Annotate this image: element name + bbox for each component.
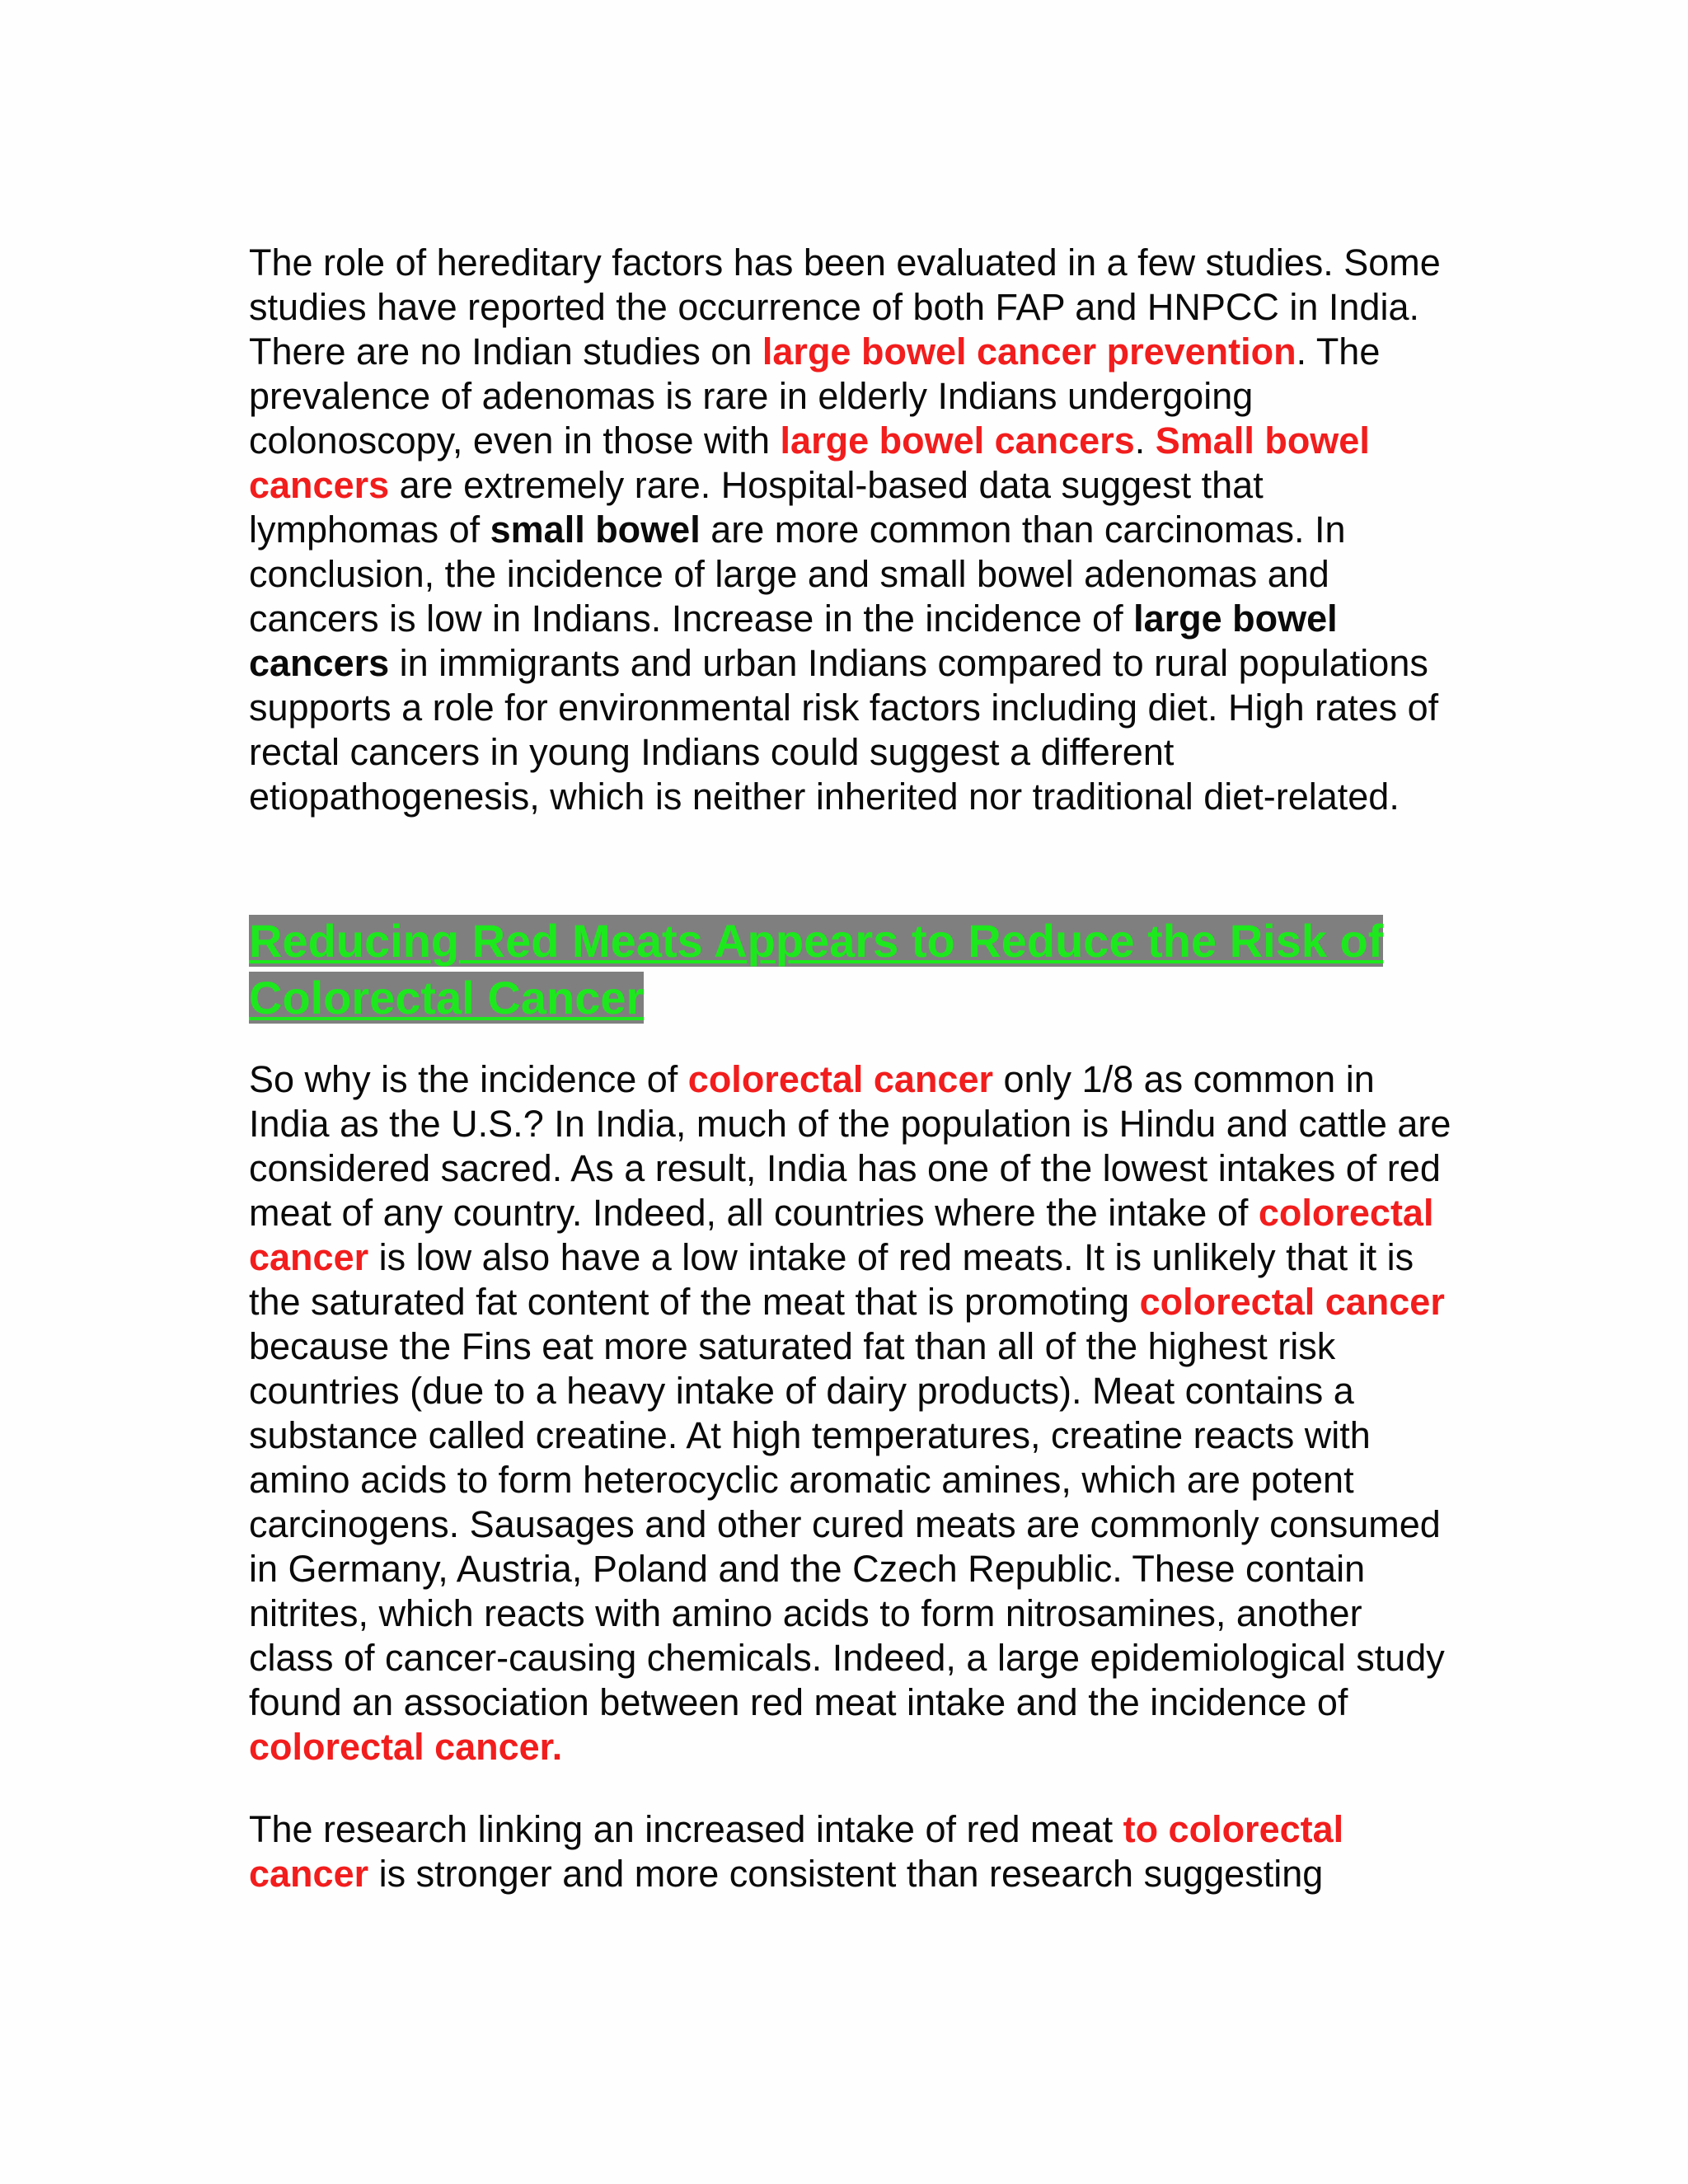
text-run: because the Fins eat more saturated fat than all of the highest risk countries (due to a heavy intake of dairy products). Meat contains a substance called creatine. At high temperatures, creatine reacts with amino acids to form heterocyclic aromatic amines, which are potent carcinogens. Sausages and other cured meats are commonly consumed in Germany, Austria, Poland and the Czech Republic. These contain nitrites, which reacts with amino acids to form nitrosamines, another class of cancer-causing chemicals. Indeed, a large epidemiological study found an association between red meat intake and the incidence of (249, 1325, 1445, 1723)
highlighted-term: colorectal cancer (687, 1058, 993, 1100)
highlighted-term: colorectal cancer (249, 1192, 1434, 1278)
text-run: The research linking an increased intake of red meat (249, 1808, 1123, 1850)
highlighted-term: large bowel cancer prevention (762, 330, 1296, 373)
highlighted-term: colorectal cancer (1139, 1281, 1445, 1323)
text-run: only 1/8 as common in India as the U.S.? In India, much of the population is Hindu and cattle are considered sacred. As a result, India has one of the lowest intakes of red meat of any country. Indeed, all countries where the intake of (249, 1058, 1451, 1234)
text-run: is low also have a low intake of red meats. It is unlikely that it is the saturated fat content of the meat that is promoting (249, 1236, 1414, 1323)
paragraph-hereditary-factors (249, 241, 1452, 819)
highlighted-term: large bowel cancers (780, 419, 1135, 462)
text-run: . (1134, 419, 1156, 462)
section-heading-text: Reducing Red Meats Appears to Reduce the Risk of Colorectal Cancer (249, 915, 1384, 1024)
paragraph-red-meat-india (249, 1057, 1452, 1769)
text-run: The role of hereditary factors has been evaluated in a few studies. Some studies have reported the occurrence of both FAP and HNPCC in India. There are no Indian studies on (249, 241, 1441, 373)
paragraph-research-linking (249, 1807, 1452, 1896)
text-run: is stronger and more consistent than research suggesting (368, 1853, 1324, 1895)
text-run: So why is the incidence of (249, 1058, 688, 1100)
text-run: are more common than carcinomas. In conclusion, the incidence of large and small bowel adenomas and cancers is low in Indians. Increase in the incidence of (249, 509, 1346, 640)
highlighted-term: Small bowel cancers (249, 419, 1370, 506)
highlighted-term: colorectal cancer. (249, 1726, 563, 1768)
text-run: are extremely rare. Hospital-based data suggest that lymphomas of (249, 464, 1264, 551)
text-run: . The prevalence of adenomas is rare in elderly Indians undergoing colonoscopy, even in those with (249, 330, 1381, 462)
text-run: in immigrants and urban Indians compared to rural populations supports a role for environmental risk factors including diet. High rates of rectal cancers in young Indians could suggest a different etiopathogenesis, which is neither inherited nor traditional diet-related. (249, 642, 1439, 818)
highlighted-term: to colorectal cancer (249, 1808, 1344, 1895)
document-page (249, 241, 1452, 1896)
bold-term: large bowel cancers (249, 598, 1338, 684)
section-heading (249, 912, 1452, 1026)
bold-term: small bowel (490, 509, 701, 551)
